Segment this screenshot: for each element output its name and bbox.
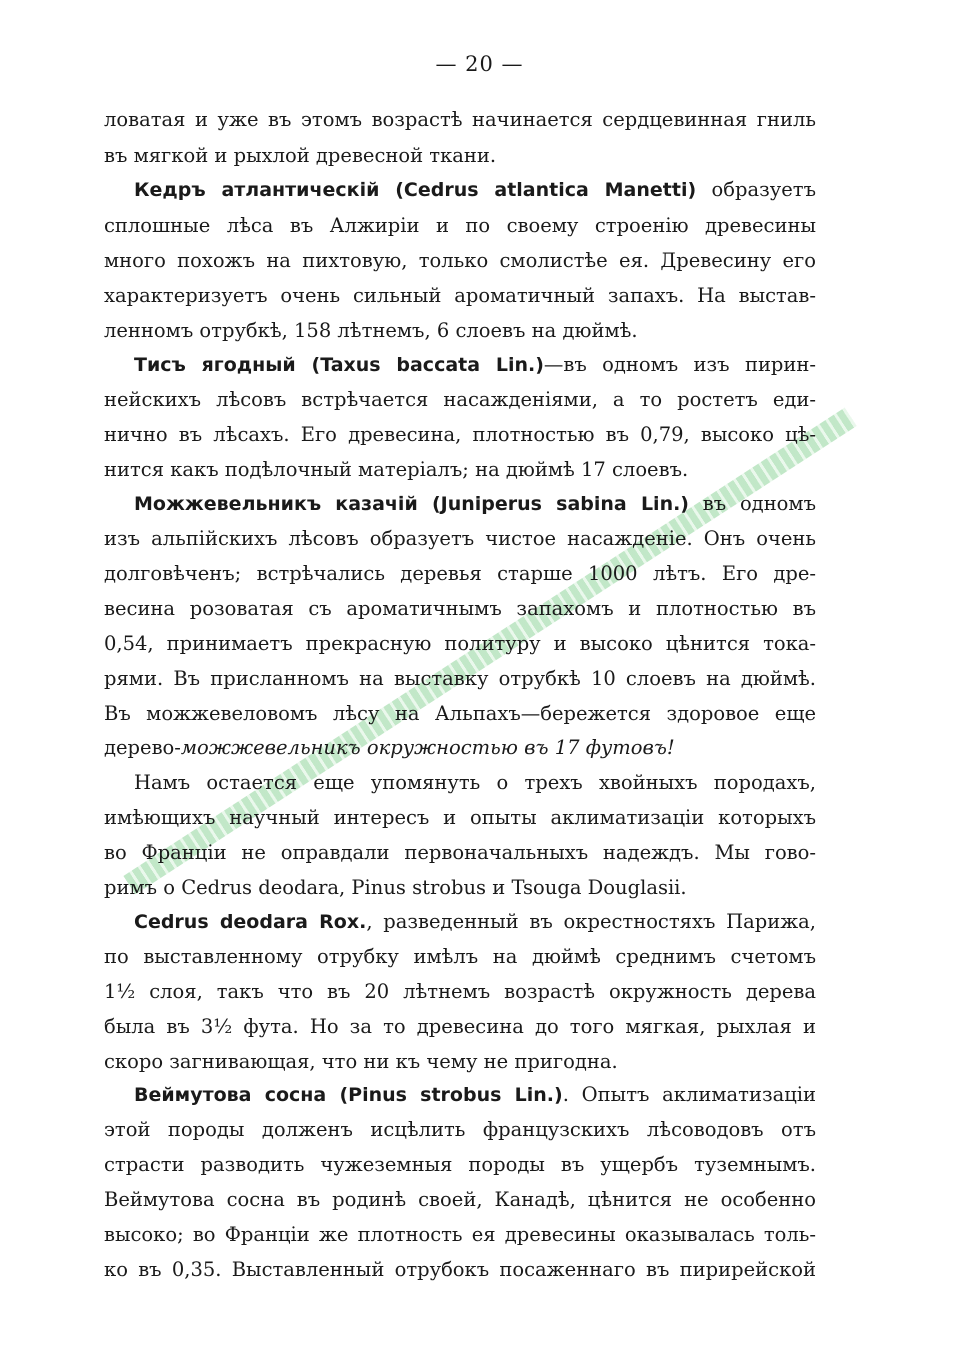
- text-line: [104, 977, 816, 1007]
- text-span: Намъ остается еще упомянуть о трехъ хвойныхъ породахъ,: [134, 771, 816, 794]
- text-span: была въ 3½ фута. Но за то древесина до того мягкая, рыхлая и: [104, 1015, 816, 1038]
- text-span: —въ одномъ изъ пирин-: [543, 353, 817, 376]
- text-span: характеризуетъ очень сильный ароматичный запахъ. На выстав-: [104, 284, 816, 307]
- text-span: скоро загнивающая, что ни къ чему не пригодна.: [104, 1050, 618, 1073]
- text-line: [104, 1115, 816, 1145]
- species-heading: Тисъ ягодный (Taxus baccata Lin.): [134, 354, 544, 376]
- text-span: во Франціи не оправдали первоначальныхъ надеждъ. Мы гово-: [104, 841, 816, 864]
- text-line: [104, 420, 816, 450]
- text-line: [104, 699, 816, 729]
- text-line: [104, 733, 816, 763]
- text-span: нится какъ подѣлочный матеріалъ; на дюймѣ 17 слоевъ.: [104, 458, 689, 481]
- text-line: [104, 1150, 816, 1180]
- emphasis-text: можжевельникъ окружностью въ 17 футовъ!: [180, 736, 675, 759]
- species-heading: Кедръ атлантическій (Cedrus atlantica Manetti): [134, 179, 697, 201]
- text-span: имѣющихъ научный интересъ и опыты аклиматизаціи которыхъ: [104, 806, 816, 829]
- text-span: Веймутова сосна въ родинѣ своей, Канадѣ, цѣнится не особенно: [104, 1188, 816, 1211]
- text-line: [104, 838, 816, 868]
- species-heading: Можжевельникъ казачій (Juniperus sabina Lin.): [134, 493, 689, 515]
- text-span: ко въ 0,35. Выставленный отрубокъ посаженнаго въ пирирейской: [104, 1258, 816, 1281]
- text-span: нично въ лѣсахъ. Его древесина, плотностью въ 0,79, высоко цѣ-: [104, 423, 816, 446]
- text-line: [104, 942, 816, 972]
- text-span: нейскихъ лѣсовъ встрѣчается насажденіями, а то ростетъ еди-: [104, 388, 816, 411]
- text-span: высоко; во Франціи же плотность ея древесины оказывалась толь-: [104, 1223, 816, 1246]
- text-span: образуетъ: [696, 178, 816, 201]
- text-line: [104, 873, 816, 903]
- text-span: 0,54, принимаетъ прекрасную политуру и высоко цѣнится тока-: [104, 632, 816, 655]
- text-line: [104, 1047, 816, 1077]
- text-span: по выставленному отрубку имѣлъ на дюймѣ среднимъ счетомъ: [104, 945, 816, 968]
- text-span: въ мягкой и рыхлой древесной ткани.: [104, 144, 497, 167]
- text-span: дерево-: [104, 736, 181, 759]
- text-line: [104, 524, 816, 554]
- text-span: много похожъ на пихтовую, только смолистѣе ея. Древесину его: [104, 249, 816, 272]
- text-line: [104, 489, 816, 519]
- text-span: 1½ слоя, такъ что въ 20 лѣтнемъ возрастѣ окружность дерева: [104, 980, 816, 1003]
- text-line: [104, 594, 816, 624]
- text-line: [104, 385, 816, 415]
- text-span: рями. Въ присланномъ на выставку отрубкѣ 10 слоевъ на дюймѣ.: [104, 667, 816, 690]
- text-span: ленномъ отрубкѣ, 158 лѣтнемъ, 6 слоевъ на дюймѣ.: [104, 319, 638, 342]
- text-line: [104, 629, 816, 659]
- text-span: въ одномъ: [689, 492, 817, 515]
- text-line: [104, 281, 816, 311]
- text-line: [104, 1220, 816, 1250]
- text-span: сплошные лѣса въ Алжиріи и по своему строенію древесины: [104, 214, 816, 237]
- text-line: [104, 1255, 816, 1285]
- text-line: [104, 1080, 816, 1110]
- text-line: [104, 664, 816, 694]
- text-line: [104, 105, 816, 135]
- text-line: [104, 559, 816, 589]
- text-line: [104, 768, 816, 798]
- text-line: [104, 803, 816, 833]
- text-line: [104, 350, 816, 380]
- text-line: [104, 1012, 816, 1042]
- text-line: [104, 141, 816, 171]
- text-span: изъ альпійскихъ лѣсовъ образуетъ чистое насажденіе. Онъ очень: [104, 527, 816, 550]
- text-span: долговѣченъ; встрѣчались деревья старше 1000 лѣтъ. Его дре-: [104, 562, 816, 585]
- text-line: [104, 455, 816, 485]
- text-span: весина розоватая съ ароматичнымъ запахомъ и плотностью въ: [104, 597, 816, 620]
- text-line: [104, 316, 816, 346]
- text-span: , разведенный въ окрестностяхъ Парижа,: [366, 910, 816, 933]
- text-line: [104, 175, 816, 205]
- text-span: ловатая и уже въ этомъ возрастѣ начинается сердцевинная гниль: [104, 108, 816, 131]
- text-line: [104, 246, 816, 276]
- page-number: — 20 —: [435, 52, 524, 76]
- species-heading: Веймутова сосна (Pinus strobus Lin.): [134, 1084, 563, 1106]
- text-line: [104, 1185, 816, 1215]
- text-line: [104, 907, 816, 937]
- species-heading: Cedrus deodara Rox.: [134, 911, 367, 933]
- text-span: . Опытъ аклиматизаціи: [562, 1083, 816, 1106]
- text-span: Въ можжевеловомъ лѣсу на Альпахъ—бережется здоровое еще: [104, 702, 816, 725]
- text-line: [104, 211, 816, 241]
- text-span: этой породы долженъ исцѣлить французскихъ лѣсоводовъ отъ: [104, 1118, 816, 1141]
- text-span: римъ о Cedrus deodara, Pinus strobus и Tsouga Douglasii.: [104, 876, 687, 899]
- text-span: страсти разводить чужеземныя породы въ ущербъ туземнымъ.: [104, 1153, 816, 1176]
